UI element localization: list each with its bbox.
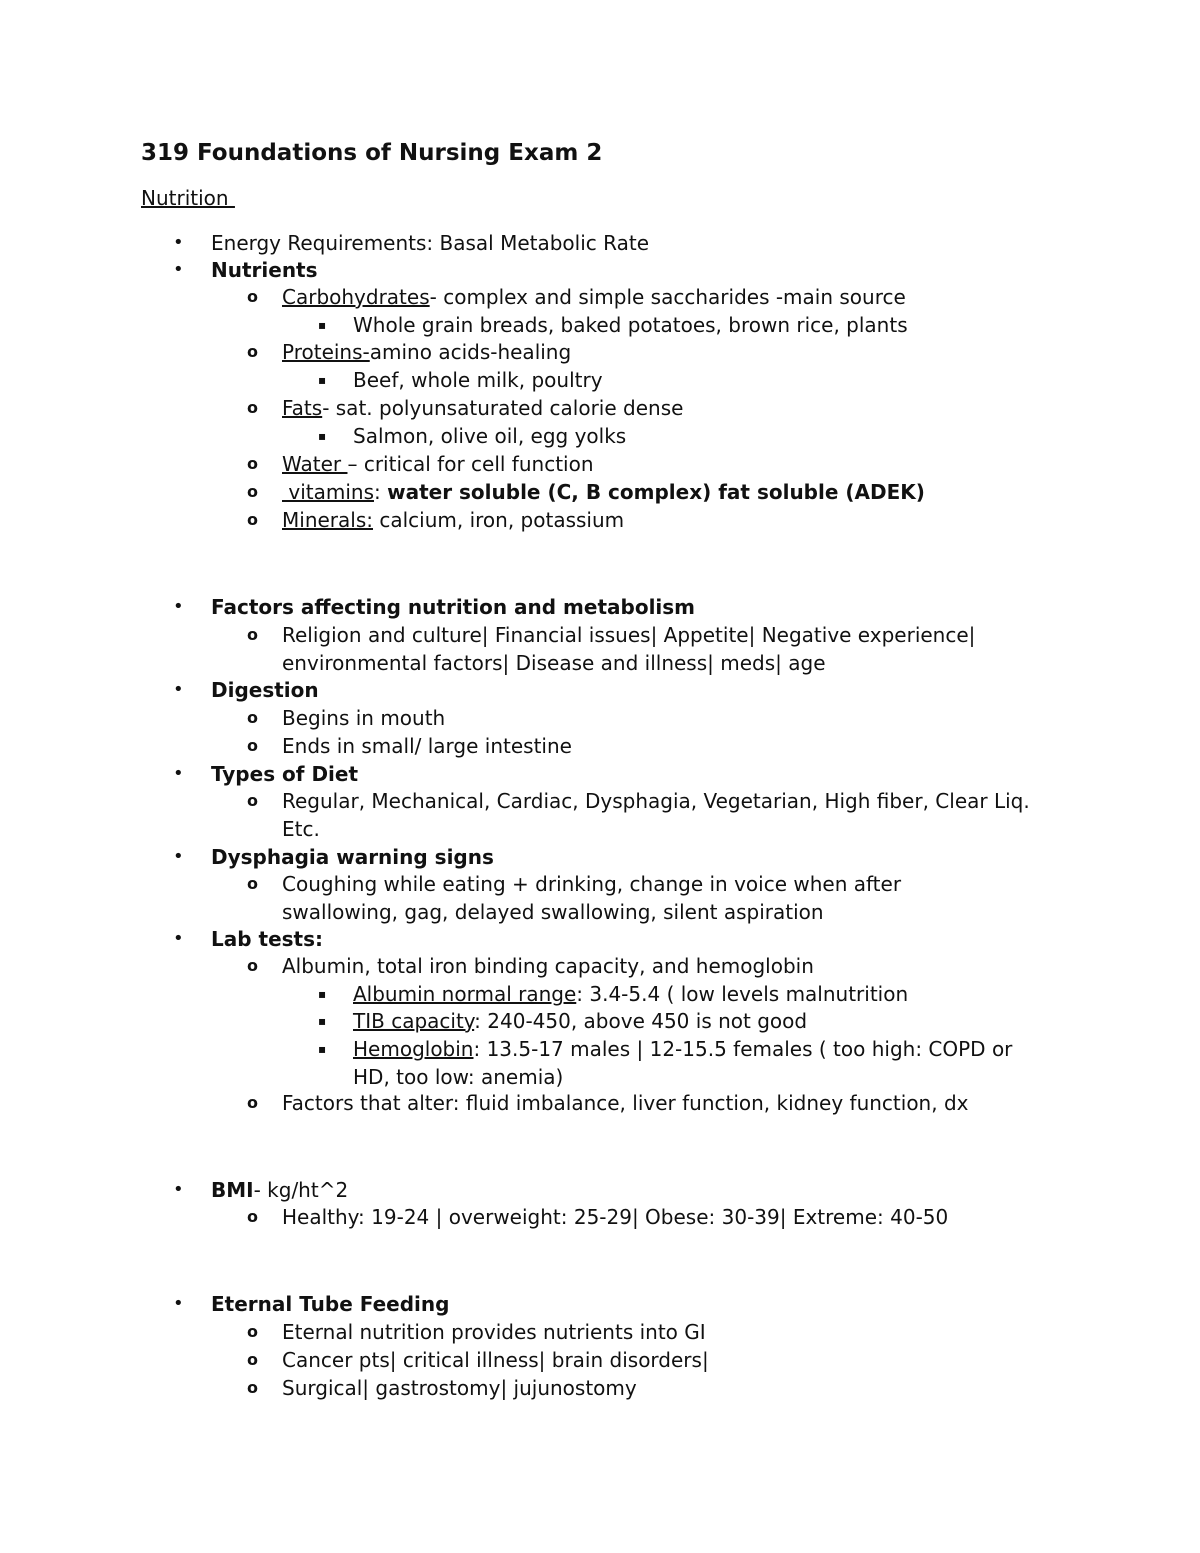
item-digestion: Digestion: [211, 678, 319, 702]
document-title: 319 Foundations of Nursing Exam 2: [141, 140, 603, 166]
item-proteins: [282, 338, 1062, 366]
term-vitamins: vitamins: [282, 480, 374, 504]
item-lab-list: Albumin, total iron binding capacity, and hemoglobin: [282, 954, 814, 978]
vitamins-colon: :: [373, 480, 388, 504]
fats-description: - sat. polyunsaturated calorie dense: [322, 396, 684, 420]
carbohydrates-description: - complex and simple saccharides -main source: [429, 285, 906, 309]
bullet-disc: •: [173, 679, 184, 700]
bullet-disc: •: [173, 259, 184, 280]
bullet-circle: o: [247, 342, 258, 361]
item-lab-factors: Factors that alter: fluid imbalance, liver function, kidney function, dx: [282, 1091, 969, 1115]
bullet-circle: o: [247, 1350, 258, 1369]
item-proteins-examples: Beef, whole milk, poultry: [353, 368, 603, 392]
item-carbohydrates: [282, 283, 1062, 311]
item-water: [282, 450, 1062, 478]
bullet-disc: •: [173, 763, 184, 784]
item-dysphagia: Dysphagia warning signs: [211, 845, 494, 869]
term-hemoglobin: Hemoglobin: [353, 1037, 474, 1061]
bullet-disc: •: [173, 596, 184, 617]
item-fats: [282, 394, 1062, 422]
tib-description: : 240-450, above 450 is not good: [474, 1009, 808, 1033]
item-diet-list: Regular, Mechanical, Cardiac, Dysphagia, Vegetarian, High fiber, Clear Liq. Etc.: [282, 789, 1030, 841]
bullet-circle: o: [247, 956, 258, 975]
bullet-disc: •: [173, 232, 184, 253]
bullet-square: ▪: [318, 1042, 327, 1056]
bullet-circle: o: [247, 454, 258, 473]
term-bmi: BMI: [211, 1178, 254, 1202]
item-tube-2: Cancer pts| critical illness| brain disorders|: [282, 1348, 709, 1372]
water-description: – critical for cell function: [347, 452, 594, 476]
item-dysphagia-signs: Coughing while eating + drinking, change in voice when after swallowing, gag, delayed swallowing, silent aspiration: [282, 872, 902, 924]
bullet-circle: o: [247, 1378, 258, 1397]
bullet-disc: •: [173, 1293, 184, 1314]
item-types-of-diet: Types of Diet: [211, 762, 359, 786]
item-fats-examples: Salmon, olive oil, egg yolks: [353, 424, 627, 448]
bullet-circle: o: [247, 874, 258, 893]
item-bmi-ranges: Healthy: 19-24 | overweight: 25-29| Obese: 30-39| Extreme: 40-50: [282, 1205, 949, 1229]
item-minerals: [282, 506, 1062, 534]
bullet-square: ▪: [318, 373, 327, 387]
bullet-circle: o: [247, 736, 258, 755]
bullet-square: ▪: [318, 1014, 327, 1028]
item-nutrients: Nutrients: [211, 258, 318, 282]
item-digestion-ends: Ends in small/ large intestine: [282, 734, 572, 758]
section-heading-nutrition: Nutrition: [141, 186, 235, 210]
bullet-circle: o: [247, 708, 258, 727]
bullet-disc: •: [173, 846, 184, 867]
bullet-square: ▪: [318, 318, 327, 332]
term-proteins: Proteins-: [282, 340, 370, 364]
hemoglobin-description: : 13.5-17 males | 12-15.5 females ( too high: COPD or HD, too low: anemia): [353, 1037, 1013, 1089]
bullet-circle: o: [247, 482, 258, 501]
bullet-disc: •: [173, 928, 184, 949]
item-tube-3: Surgical| gastrostomy| jujunostomy: [282, 1376, 637, 1400]
item-factors: Factors affecting nutrition and metabolism: [211, 595, 696, 619]
bullet-disc: •: [173, 1179, 184, 1200]
item-hemoglobin: [353, 1035, 1053, 1091]
minerals-description: calcium, iron, potassium: [373, 508, 625, 532]
item-digestion-begins: Begins in mouth: [282, 706, 446, 730]
item-albumin: [353, 980, 1053, 1008]
proteins-description: amino acids-healing: [369, 340, 572, 364]
bullet-circle: o: [247, 287, 258, 306]
item-carbohydrates-examples: Whole grain breads, baked potatoes, brown rice, plants: [353, 313, 908, 337]
bullet-circle: o: [247, 1093, 258, 1112]
term-fats: Fats: [282, 396, 323, 420]
bullet-circle: o: [247, 1322, 258, 1341]
albumin-description: : 3.4-5.4 ( low levels malnutrition: [576, 982, 909, 1006]
item-bmi: [211, 1176, 348, 1204]
bullet-circle: o: [247, 1207, 258, 1226]
bullet-circle: o: [247, 791, 258, 810]
item-energy: Energy Requirements: Basal Metabolic Rate: [211, 231, 649, 255]
bullet-square: ▪: [318, 987, 327, 1001]
item-lab-tests: Lab tests:: [211, 927, 324, 951]
item-vitamins: [282, 478, 1062, 506]
item-tib: [353, 1007, 1053, 1035]
bullet-square: ▪: [318, 429, 327, 443]
term-carbohydrates: Carbohydrates: [282, 285, 430, 309]
item-tube-1: Eternal nutrition provides nutrients into GI: [282, 1320, 706, 1344]
term-tib: TIB capacity: [353, 1009, 475, 1033]
term-albumin: Albumin normal range: [353, 982, 577, 1006]
item-tube-feeding: Eternal Tube Feeding: [211, 1292, 450, 1316]
bullet-circle: o: [247, 510, 258, 529]
bullet-circle: o: [247, 625, 258, 644]
term-minerals: Minerals:: [282, 508, 373, 532]
bullet-circle: o: [247, 398, 258, 417]
vitamins-description: water soluble (C, B complex) fat soluble (ADEK): [387, 480, 925, 504]
bmi-formula: - kg/ht^2: [253, 1178, 349, 1202]
item-factors-list: Religion and culture| Financial issues| Appetite| Negative experience| environmental factors| Disease and illness| meds| age: [282, 623, 976, 675]
term-water: Water: [282, 452, 348, 476]
